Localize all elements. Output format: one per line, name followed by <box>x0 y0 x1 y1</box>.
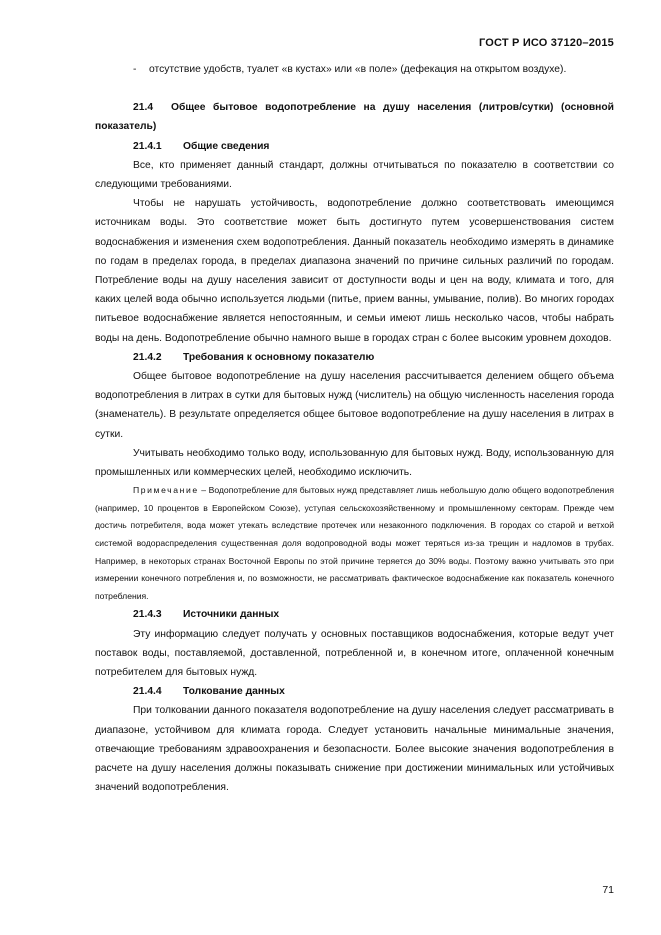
subsection-number: 21.4.1 <box>133 140 162 152</box>
document-code-header: ГОСТ Р ИСО 37120–2015 <box>478 37 614 49</box>
note-label: Примечание <box>133 485 199 496</box>
subsection-heading-2 <box>95 348 614 367</box>
paragraph: Чтобы не нарушать устойчивость, водопотребление должно соответствовать имеющимся источникам воды. Это соответствие может быть достигнуто путем усовершенствования систем водоснабжения и изменения схем водопотребления. Данный показатель необходимо измерять в динамике по годам в пределах города, в пределах диапазона значений по причине сильных различий по городам. Потребление воды на душу населения зависит от доступности воды и цен на воду, климата и того, для каких целей вода обычно используется людьми (питье, прием ванны, умывание, полив). Во многих городах питьевое водоснабжение является непостоянным, и семьи имеют лишь несколько часов, чтобы набрать воды на день. Водопотребление обычно намного выше в городах стран с более высоким уровнем доходов. <box>95 198 614 344</box>
page-content <box>95 60 614 797</box>
subsection-heading-1 <box>95 137 614 156</box>
subsection-heading-3 <box>95 605 614 624</box>
subsection-title: Толкование данных <box>183 686 285 698</box>
subsection-number: 21.4.4 <box>133 686 162 698</box>
subsection-number: 21.4.3 <box>133 609 162 621</box>
subsection-title: Общие сведения <box>183 140 270 152</box>
bullet-dash: - <box>133 64 137 75</box>
section-title: Общее бытовое водопотребление на душу населения (литров/сутки) (основной показатель) <box>95 102 614 133</box>
note-text: – Водопотребление для бытовых нужд представляет лишь небольшую долю общего водопотребления (например, 10 процентов в Европейском Союзе), уступая сельскохозяйственному и промышленному секторам. Прежде чем достичь потребителя, вода может утекать вследствие протечек или незаконного подключения. В городах со старой и ветхой системой водораспределения существенная доля водопроводной воды может теряться из-за трещин и надломов в трубах. Например, в некоторых странах Восточной Европы по этой причине теряется до 30% воды. Поэтому важно учитывать это при измерении конечного потребления и, по возможности, не рассматривать фактическое водоснабжение как показатель конечного потребления. <box>95 485 615 601</box>
paragraph: Все, кто применяет данный стандарт, должны отчитываться по показателю в соответствии со следующими требованиями. <box>95 159 614 191</box>
paragraph: Учитывать необходимо только воду, использованную для бытовых нужд. Воду, использованную для промышленных или коммерческих целей, необходимо исключить. <box>95 447 614 479</box>
subsection-number: 21.4.2 <box>133 351 162 363</box>
subsection-title: Источники данных <box>183 609 280 621</box>
paragraph: Общее бытовое водопотребление на душу населения рассчитывается делением общего объема водопотребления в литрах в сутки для бытовых нужд (числитель) на общую численность населения города (знаменатель). В результате определяется общее бытовое водопотребление на душу населения в литрах в сутки. <box>95 371 614 440</box>
paragraph: Эту информацию следует получать у основных поставщиков водоснабжения, которые ведут учет поставок воды, поставляемой, доставленной, потребленной и, в конечном итоге, оплаченной конечным потребителем для бытовых нужд. <box>95 628 614 679</box>
section-number: 21.4 <box>133 102 154 114</box>
paragraph: При толковании данного показателя водопотребление на душу населения следует рассматривать в диапазоне, устойчивом для климата города. Следует установить начальные минимальные значения, отвечающие требованиям здравоохранения и безопасности. Более высокие значения водопотребления в расчете на душу населения должны показывать снижение при достижении минимальных или устойчивых значений водопотребления. <box>95 705 614 794</box>
page-number: 71 <box>602 884 614 896</box>
subsection-heading-4 <box>95 682 614 701</box>
bullet-item <box>95 60 614 79</box>
section-heading <box>95 98 614 136</box>
bullet-text: отсутствие удобств, туалет «в кустах» или «в поле» (дефекация на открытом воздухе). <box>149 64 567 75</box>
note-paragraph <box>95 482 614 605</box>
subsection-title: Требования к основному показателю <box>183 351 375 363</box>
